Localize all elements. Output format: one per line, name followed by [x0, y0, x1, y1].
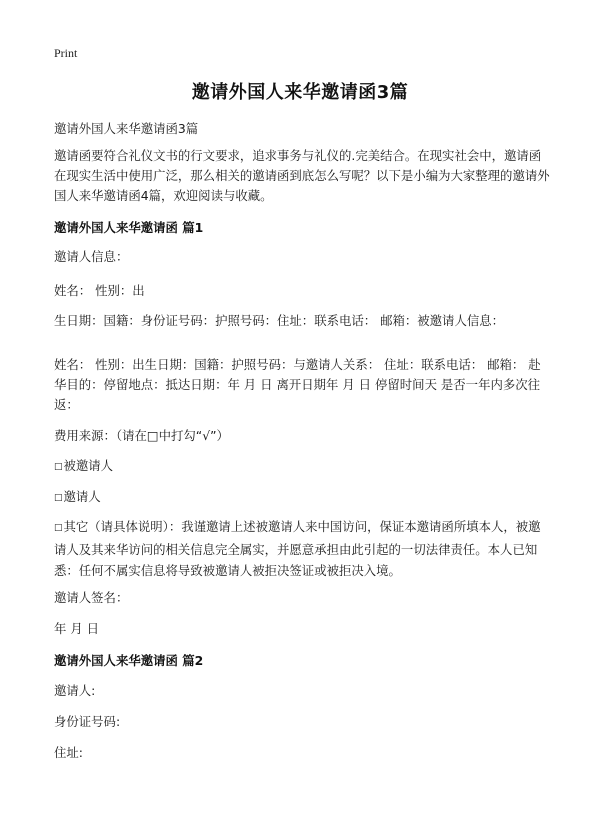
address-label: 住址:	[54, 745, 83, 760]
signature-label: 邀请人签名：	[54, 590, 129, 605]
checkbox-icon: □	[54, 493, 63, 503]
expense-source-line: 费用来源：（请在□中打勾“√”）	[54, 428, 229, 443]
section-2-heading: 邀请外国人来华邀请函 篇2	[54, 653, 204, 668]
option-other-paragraph	[54, 516, 550, 581]
invitee-info-paragraph: 姓名： 性别：出生日期：国籍：护照号码：与邀请人关系： 住址：联系电话： 邮箱： 赴华目的：停留地点：抵达日期：年 月 日 离开日期年 月 日 停留时间天 是否一年内多次往返：	[54, 357, 541, 412]
name-gender-line: 姓名： 性别：出	[54, 283, 145, 298]
option-invitee-label: 被邀请人	[63, 458, 114, 473]
option-invitee	[54, 455, 550, 478]
option-inviter-label: 邀请人	[63, 489, 101, 504]
date-label: 年 月 日	[54, 621, 100, 636]
document-subtitle: 邀请外国人来华邀请函3篇	[54, 121, 199, 136]
document-title: 邀请外国人来华邀请函3篇	[191, 82, 409, 103]
option-other-text: 其它（请具体说明）：我谨邀请上述被邀请人来中国访问，保证本邀请函所填本人，被邀请人及其来华访问的相关信息完全属实，并愿意承担由此引起的一切法律责任。本人已知悉：任何不属实信息将导致被邀请人被拒决签证或被拒决入境。	[54, 519, 541, 578]
inviter-label: 邀请人:	[54, 683, 96, 698]
birth-info-line: 生日期：国籍：身份证号码：护照号码：住址：联系电话： 邮箱：被邀请人信息：	[54, 313, 505, 328]
checkbox-icon: □	[54, 462, 63, 472]
section-1-heading: 邀请外国人来华邀请函 篇1	[54, 220, 204, 235]
intro-paragraph: 邀请函要符合礼仪文书的行文要求，追求事务与礼仪的.完美结合。在现实社会中，邀请函在现实生活中使用广泛，那么相关的邀请函到底怎么写呢？以下是小编为大家整理的邀请外国人来华邀请函4篇，欢迎阅读与收藏。	[54, 148, 550, 203]
id-number-label: 身份证号码:	[54, 714, 121, 729]
print-link[interactable]: Print	[54, 46, 78, 60]
inviter-info-label: 邀请人信息：	[54, 249, 129, 264]
option-inviter	[54, 486, 550, 509]
checkbox-icon: □	[54, 523, 63, 533]
